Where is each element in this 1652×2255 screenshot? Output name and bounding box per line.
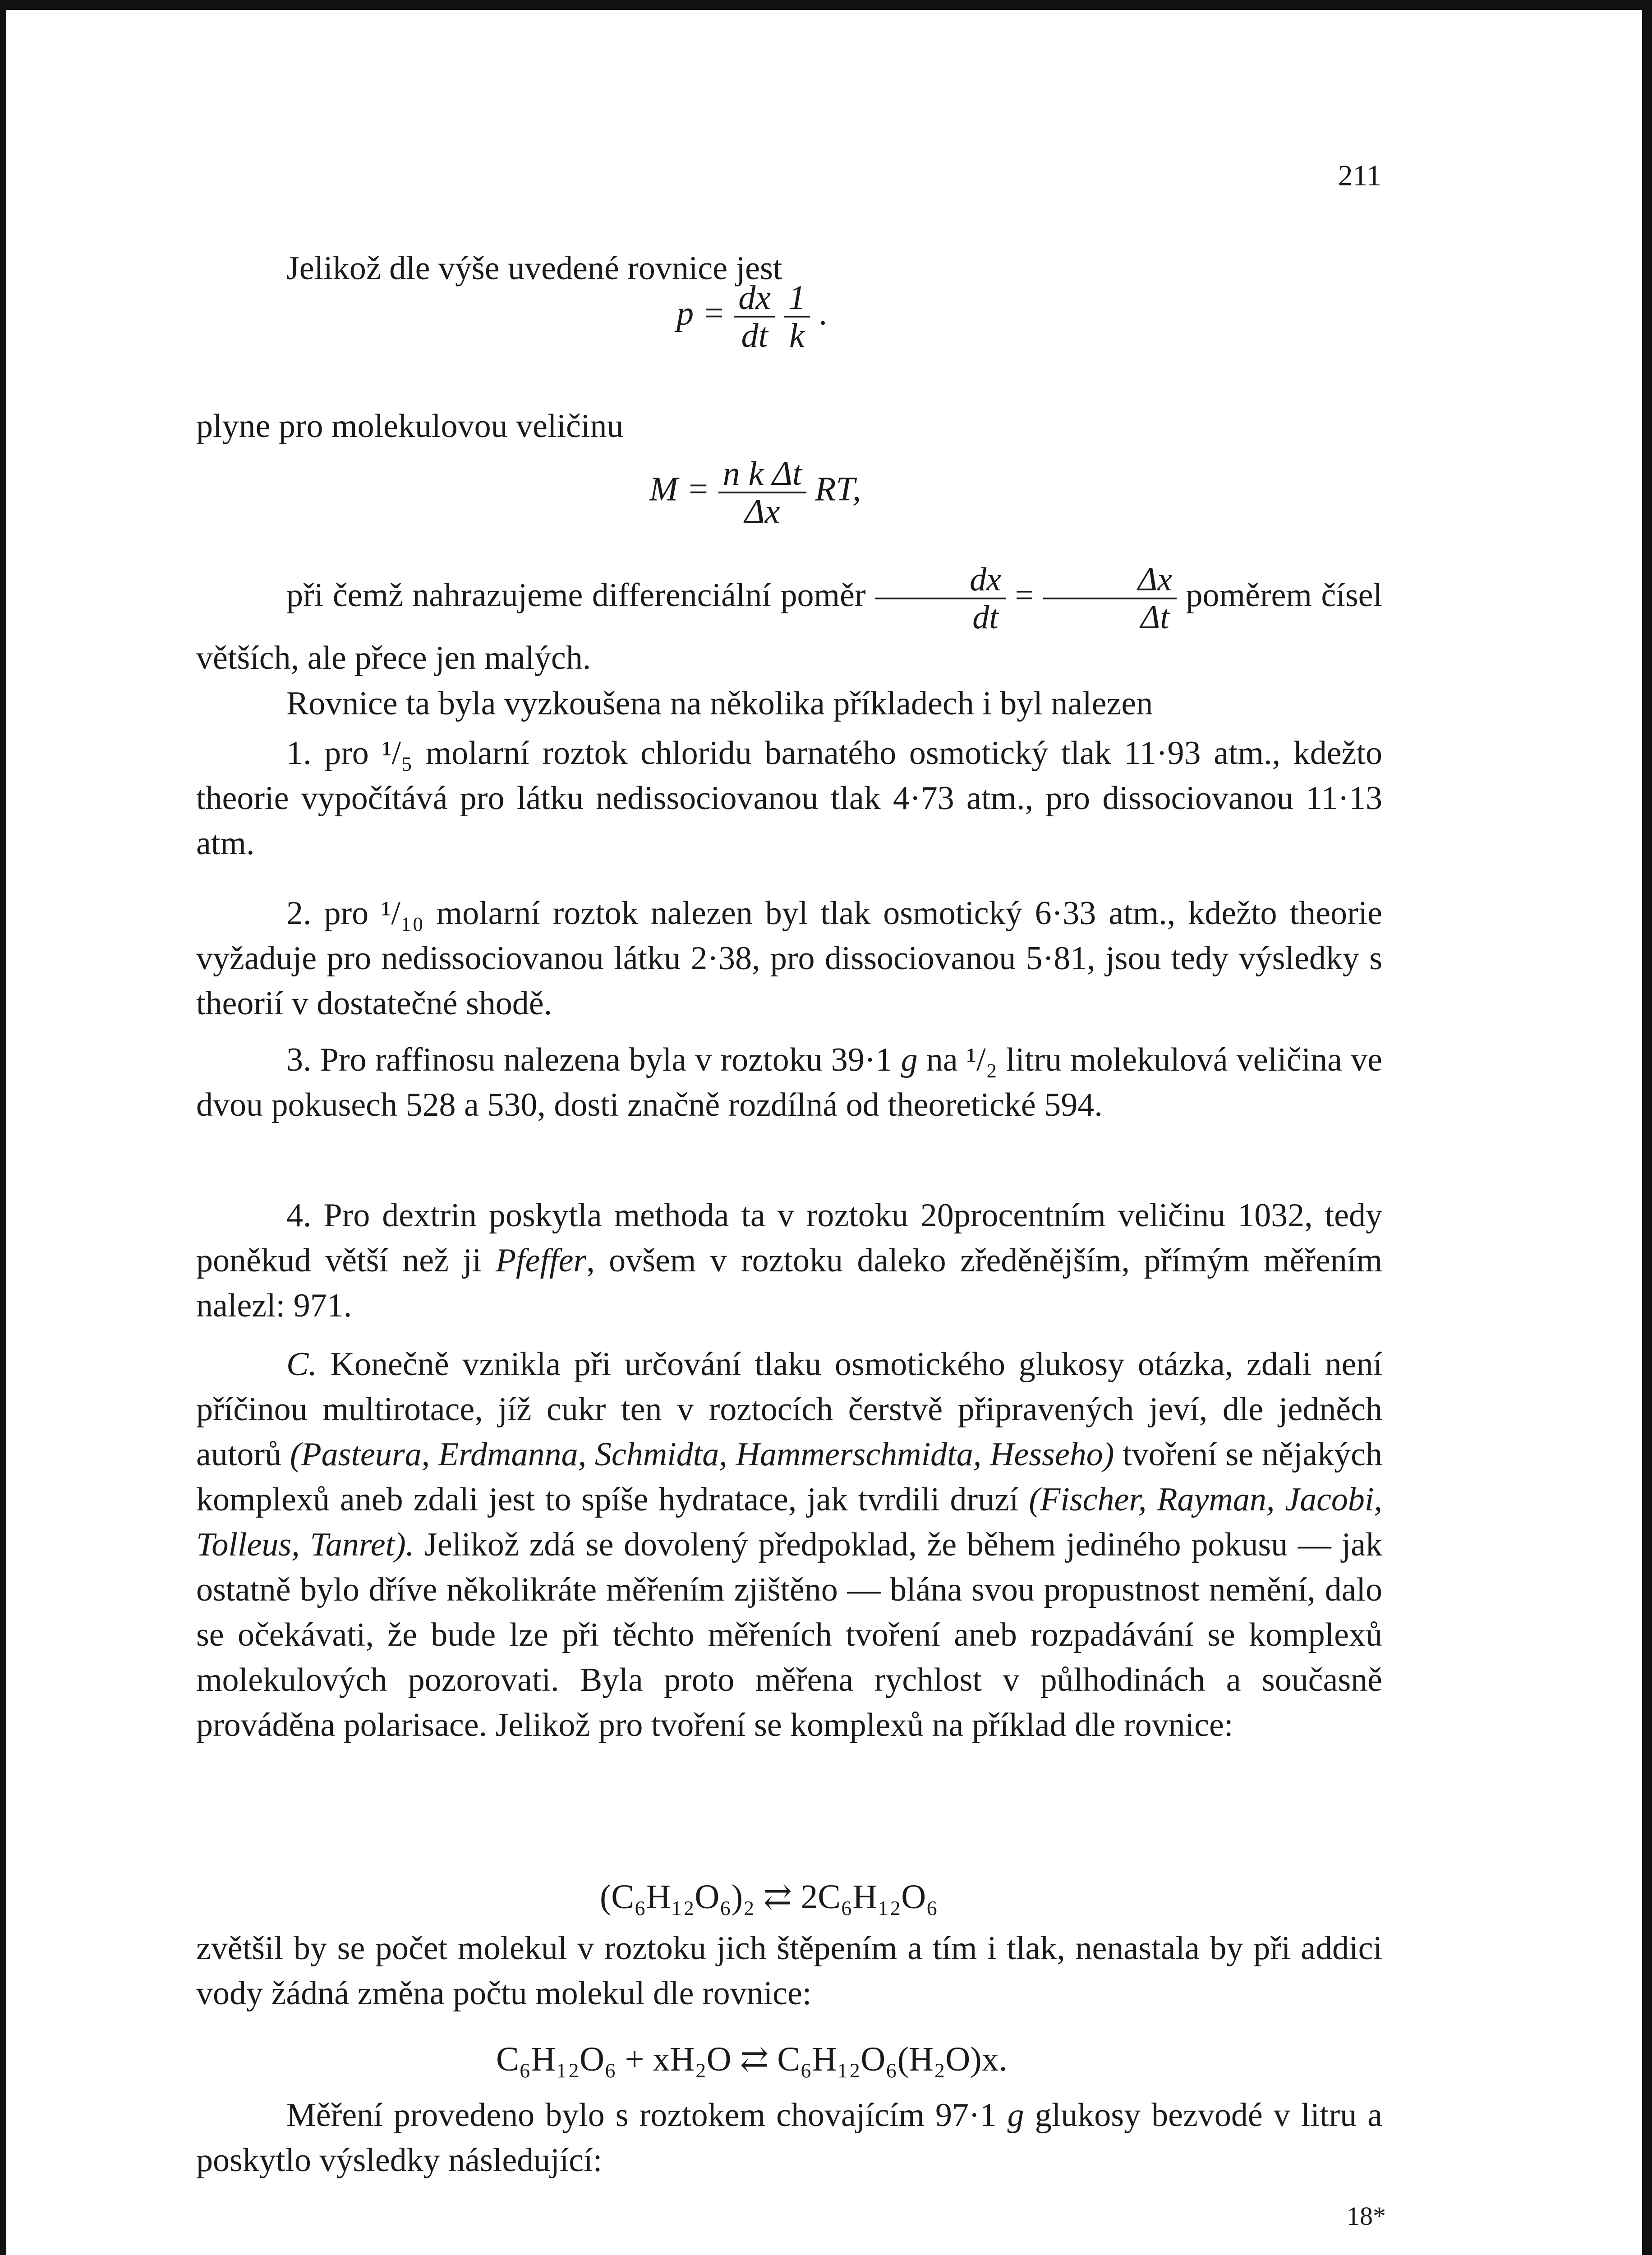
p7-text-a: 3. Pro raffinosu nalezena byla v roztoku 39·1 [286,1041,893,1078]
eq1-fraction-dx-dt [734,280,775,354]
eq3-num1: dx [875,561,1006,599]
eq2-lhs: M = [649,470,710,508]
p11-unit: g [1007,2097,1024,2134]
paragraph-item-4 [196,1193,1382,1328]
eq1-num1: dx [734,280,775,318]
eq1-tail: . [819,294,828,332]
eq3-den2: Δt [1140,599,1169,636]
scan-border-top [0,0,1652,10]
paragraph-item-1: 1. pro ¹/₅ molarní roztok chloridu barnatého osmotický tlak 11·93 atm., kdežto theorie vypočítává pro látku nedissociovanou tlak 4·73 atm., pro dissociovanou 11·13 atm. [196,735,1382,862]
eq2-tail: RT, [815,470,861,508]
equation-dimer: (C₆H₁₂O₆)₂ ⇄ 2C₆H₁₂O₆ [600,1878,938,1916]
eq1-den1: dt [741,317,768,354]
equation-hydration: C₆H₁₂O₆ + xH₂O ⇄ C₆H₁₂O₆(H₂O)x. [496,2040,1008,2078]
page-number: 211 [1338,159,1381,192]
equation-m [649,456,861,529]
paragraph-intro: Jelikož dle výše uvedené rovnice jest [286,250,782,287]
p3-text-a: při čemž nahrazujeme differenciální poměr [286,576,866,614]
paragraph-tested: Rovnice ta byla vyzkoušena na několika příkladech i byl nalezen [286,685,1153,722]
p9-names-2: (Fischer, Rayman, Jacobi, Tolleus, Tanret). [196,1481,1382,1563]
p9-names-1: (Pasteura, Erdmanna, Schmidta, Hammerschmidta, Hesseho) [290,1436,1114,1473]
eq3-den1: dt [972,599,999,636]
eq1-den2: k [789,317,805,354]
paragraph-measurement [196,2093,1382,2183]
paragraph-differential [196,561,1382,681]
paragraph-item-2: 2. pro ¹/₁₀ molarní roztok nalezen byl tlak osmotický 6·33 atm., kdežto theorie vyžaduje pro nedissociovanou látku 2·38, pro dissociovanou 5·81, jsou tedy výsledky s theorií v dostatečné shodě. [196,895,1382,1022]
eq1-lhs: p = [676,294,726,332]
p8-name: Pfeffer [495,1242,587,1279]
eq2-fraction [718,456,806,529]
eq2-num: n k Δt [718,456,806,493]
p3-text-b: poměrem čísel větších, ale přece jen malých. [196,576,1383,676]
paragraph-molecular: plyne pro molekulovou veličinu [196,408,624,445]
eq2-den: Δx [745,492,780,530]
p11-text-b: glukosy bezvodé v litru a poskytlo výsledky následující: [196,2097,1383,2179]
eq1-fraction-1-k [784,280,810,354]
eq3-equals: = [1015,576,1034,614]
p8-text-b: , ovšem v roztoku daleko zředěnějším, přímým měřením nalezl: 971. [196,1242,1383,1324]
p9-text-a: Konečně vznikla při určování tlaku osmotického glukosy otázka, zdali není příčinou multirotace, jíž cukr ten v roztocích čerstvě připravených jeví, dle jedněch autorů [196,1346,1383,1473]
paragraph-molecules: zvětšil by se počet molekul v roztoku jich štěpením a tím i tlak, nenastala by při addici vody žádná změna počtu molekul dle rovnice: [196,1930,1382,2012]
scan-border-left [0,0,6,2255]
p9-label: C. [286,1346,317,1383]
eq3-fraction-delta [1043,561,1177,635]
p9-text-c: Jelikož zdá se dovolený předpoklad, že během jediného pokusu — jak ostatně bylo dříve několikráte měřením zjištěno — blána svou propustnost nemění, dalo se očekávati, že bude lze při těchto měřeních tvoření aneb rozpadávání se komplexů molekulových pozorovati. Byla proto měřena rychlost v půlhodinách a současně prováděna polarisace. Jelikož pro tvoření se komplexů na příklad dle rovnice: [196,1526,1382,1744]
paragraph-section-c [196,1342,1382,1748]
p11-text-a: Měření provedeno bylo s roztokem chovajícím 97·1 [286,2097,997,2134]
equation-p [676,280,827,354]
p8-text-a: 4. Pro dextrin poskytla methoda ta v roztoku 20procentním veličinu 1032, tedy poněkud větší než ji [196,1197,1382,1279]
paragraph-item-3 [196,1037,1382,1128]
printer-signature: 18* [1347,2201,1386,2231]
p7-text-b: na ¹/₂ litru molekulová veličina ve dvou pokusech 528 a 530, dosti značně rozdílná od theoretické 594. [196,1041,1383,1123]
p9-text-b: tvoření se nějakých komplexů aneb zdali jest to spíše hydratace, jak tvrdili druzí [196,1436,1382,1518]
eq3-num2: Δx [1043,561,1177,599]
p7-unit: g [901,1041,918,1078]
eq3-fraction-dx-dt [875,561,1006,635]
scan-border-right [1642,0,1652,2255]
eq1-num2: 1 [784,280,810,318]
